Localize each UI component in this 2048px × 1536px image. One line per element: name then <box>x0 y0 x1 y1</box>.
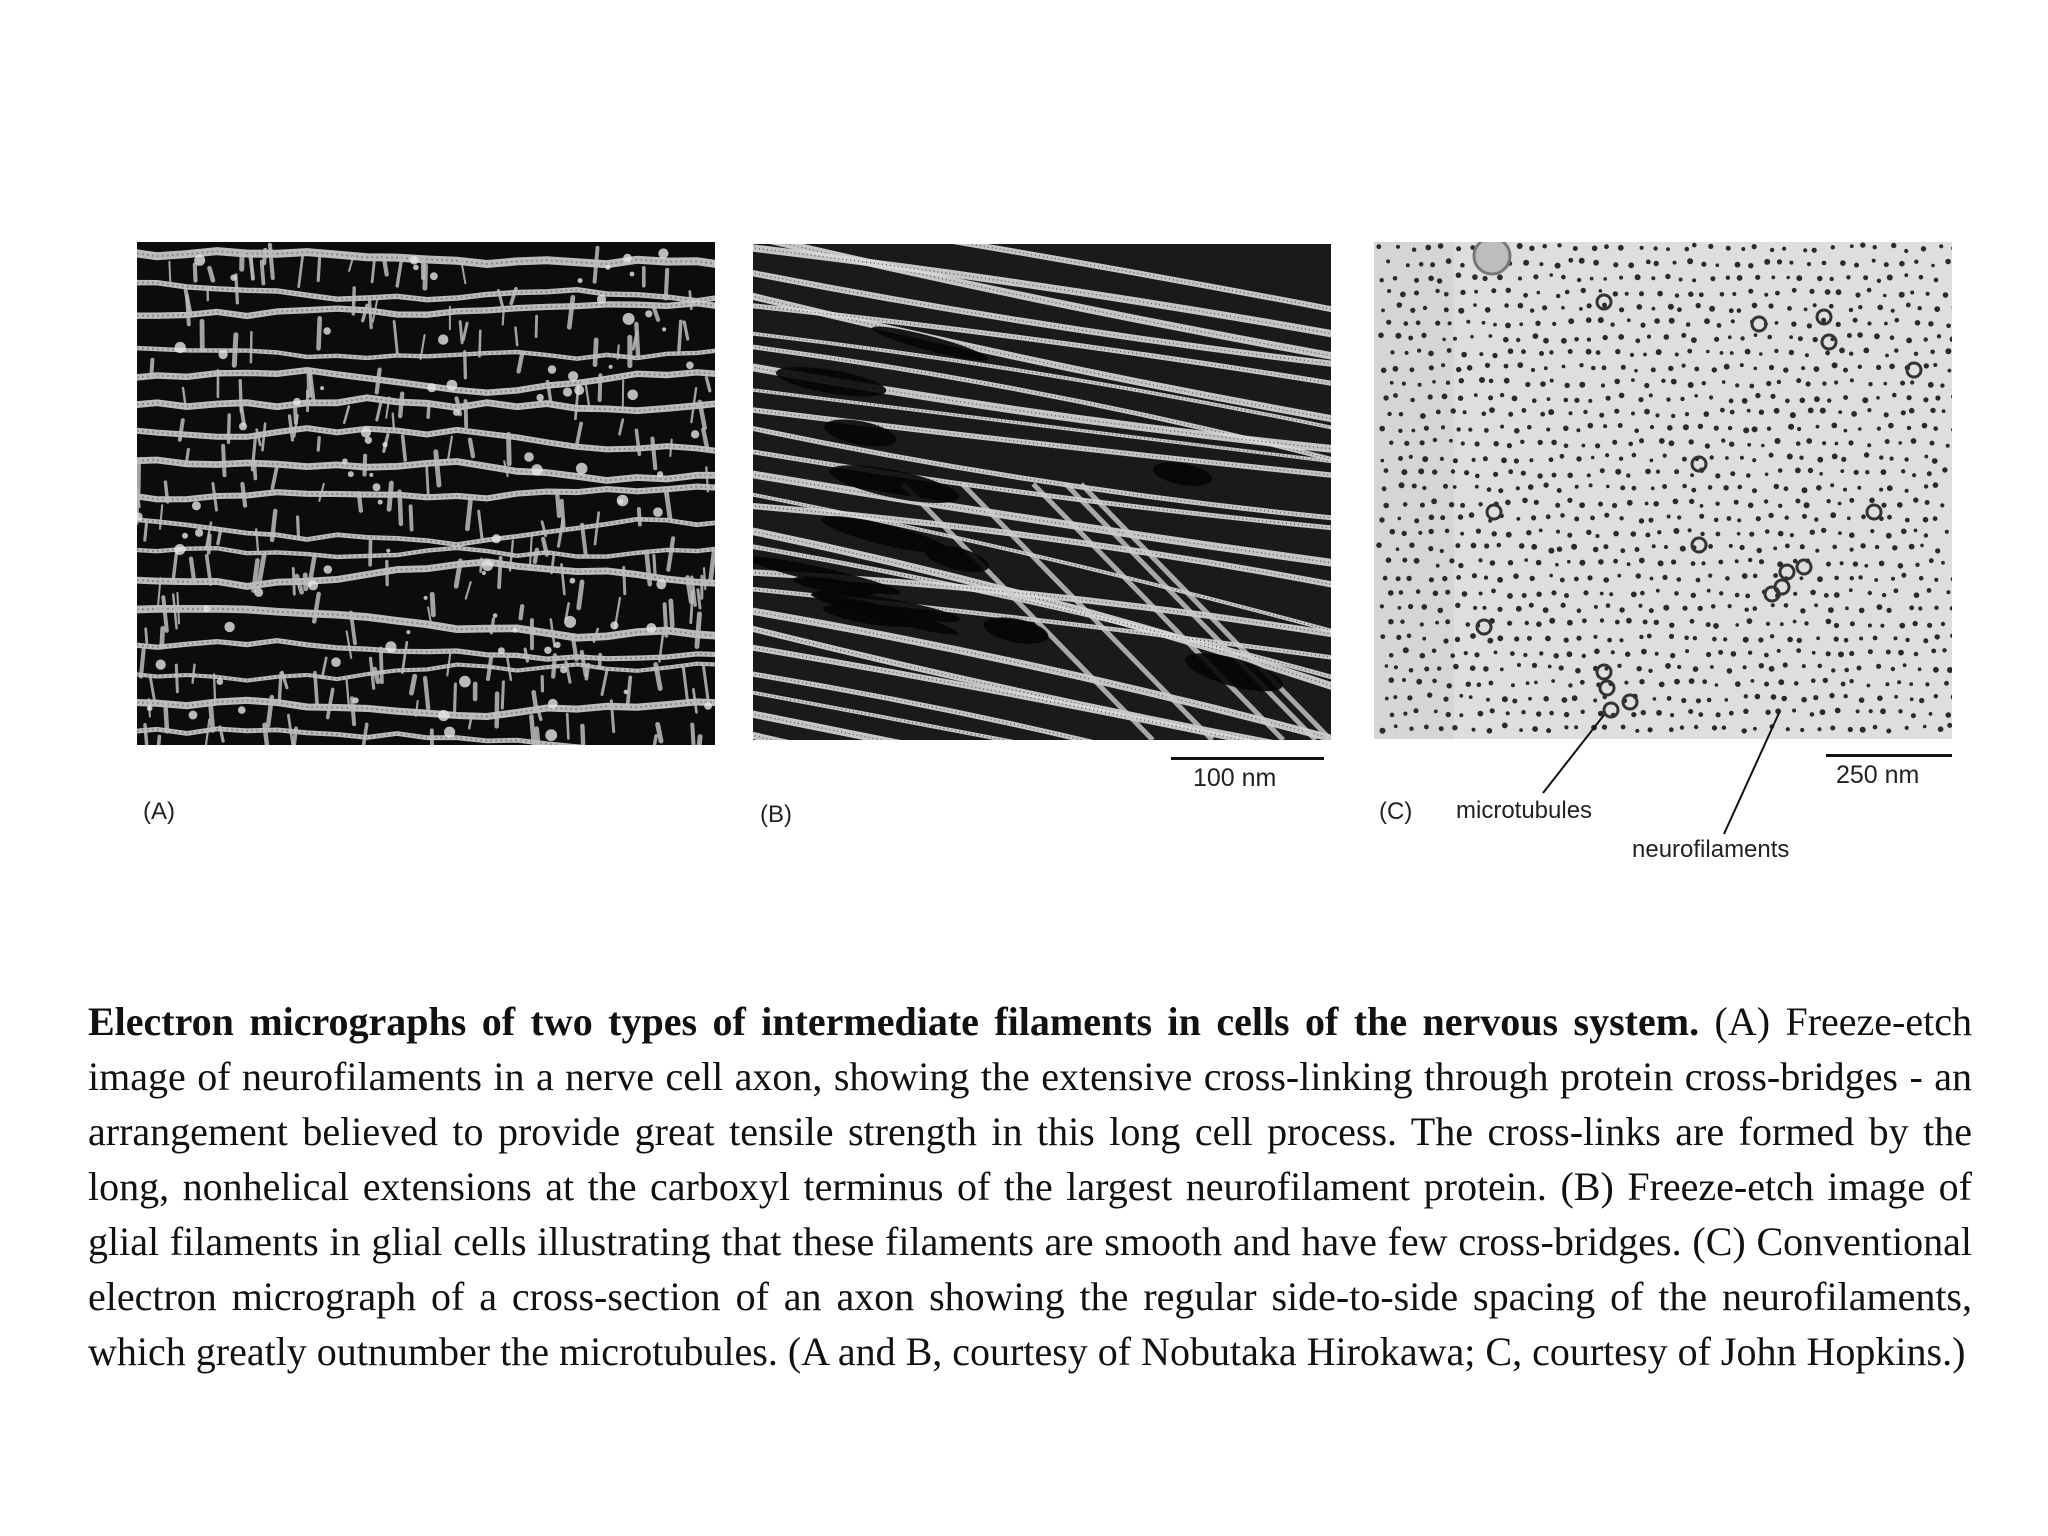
micrograph-panel-c <box>1374 242 1952 739</box>
axon-cross-section-image <box>1374 242 1952 739</box>
figure-caption <box>88 994 1972 1379</box>
annotation-neurofilaments: neurofilaments <box>1632 836 1790 863</box>
glial-filament-freeze-etch-image <box>753 244 1331 740</box>
panel-label-a: (A) <box>143 798 175 825</box>
caption-body: (A) Freeze-etch image of neurofilaments in a nerve cell axon, showing the extensive cross-linking through protein cross-bridges - an arrangement believed to provide great tensile strength in this long cell process. The cross-links are formed by the long, nonhelical extensions at the carboxyl terminus of the largest neurofilament protein. (B) Freeze-etch image of glial filaments in glial cells illustrating that these filaments are smooth and have few cross-bridges. (C) Conventional electron micrograph of a cross-section of an axon showing the regular side-to-side spacing of the neurofilaments, which greatly outnumber the microtubules. (A and B, courtesy of Nobutaka Hirokawa; C, courtesy of John Hopkins.) <box>88 999 1972 1374</box>
neurofilament-freeze-etch-image <box>137 242 715 745</box>
panel-label-b: (B) <box>760 801 792 828</box>
annotation-microtubules: microtubules <box>1456 797 1593 824</box>
scale-label-b: 100 nm <box>1193 764 1277 792</box>
scale-bar-c <box>1826 754 1952 757</box>
micrograph-panel-a <box>137 242 715 745</box>
scale-bar-b <box>1171 757 1324 760</box>
caption-title: Electron micrographs of two types of intermediate filaments in cells of the nervous system. <box>88 999 1700 1044</box>
scale-label-c: 250 nm <box>1836 761 1920 789</box>
micrograph-panel-b <box>753 244 1331 740</box>
panel-label-c: (C) <box>1379 798 1413 825</box>
